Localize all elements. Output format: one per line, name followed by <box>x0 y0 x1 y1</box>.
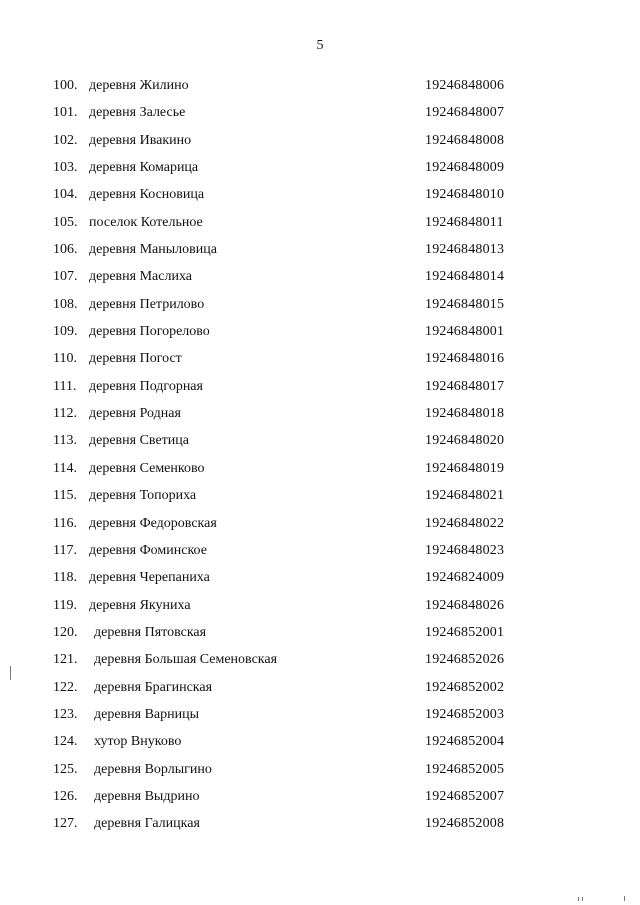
list-item <box>0 674 640 701</box>
settlement-name: деревня Маныловица <box>89 242 217 258</box>
list-item <box>0 537 640 564</box>
settlement-name: деревня Петрилово <box>89 296 205 312</box>
item-number: 108. <box>53 296 78 312</box>
item-number: 117. <box>53 542 77 558</box>
list-item <box>0 510 640 537</box>
oktmo-code: 19246852005 <box>425 761 505 777</box>
list-item <box>0 318 640 345</box>
oktmo-code: 19246852007 <box>425 788 505 804</box>
settlement-name: хутор Внуково <box>94 734 182 750</box>
oktmo-code: 19246848008 <box>425 132 505 148</box>
settlement-name: деревня Варницы <box>94 706 200 722</box>
scan-artifact <box>624 896 625 901</box>
item-number: 121. <box>53 652 78 668</box>
list-item <box>0 181 640 208</box>
oktmo-code: 19246852003 <box>425 706 505 722</box>
oktmo-code: 19246848019 <box>425 460 505 476</box>
settlement-name: деревня Большая Семеновская <box>94 652 278 668</box>
list-item <box>0 263 640 290</box>
scan-artifact <box>582 897 583 901</box>
item-number: 106. <box>53 242 78 258</box>
list-item <box>0 236 640 263</box>
settlement-name: деревня Фоминское <box>89 542 207 558</box>
settlement-name: деревня Комарица <box>89 160 199 176</box>
item-number: 110. <box>53 351 77 367</box>
settlement-name: деревня Черепаниха <box>89 570 210 586</box>
item-number: 124. <box>53 734 78 750</box>
oktmo-code: 19246848022 <box>425 515 505 531</box>
item-number: 100. <box>53 78 78 93</box>
list-item <box>0 810 640 837</box>
item-number: 120. <box>53 624 78 640</box>
oktmo-code: 19246848015 <box>425 296 505 312</box>
item-number: 119. <box>53 597 77 613</box>
item-number: 112. <box>53 406 77 422</box>
settlement-name: деревня Брагинская <box>94 679 213 695</box>
settlement-name: деревня Косновица <box>89 187 205 203</box>
settlement-name: деревня Погост <box>89 351 182 367</box>
list-item <box>0 756 640 783</box>
settlement-list <box>0 72 640 838</box>
oktmo-code: 19246848021 <box>425 488 505 504</box>
list-item <box>0 127 640 154</box>
list-item <box>0 99 640 126</box>
oktmo-code: 19246848016 <box>425 351 505 367</box>
list-item <box>0 427 640 454</box>
settlement-name: деревня Якуниха <box>89 597 191 613</box>
list-item <box>0 592 640 619</box>
item-number: 126. <box>53 788 78 804</box>
item-number: 104. <box>53 187 78 203</box>
item-number: 109. <box>53 324 78 340</box>
item-number: 115. <box>53 488 77 504</box>
oktmo-code: 19246848020 <box>425 433 505 449</box>
oktmo-code: 19246848007 <box>425 105 505 121</box>
list-item <box>0 72 640 99</box>
oktmo-code: 19246848023 <box>425 542 505 558</box>
list-item <box>0 400 640 427</box>
oktmo-code: 19246852002 <box>425 679 505 695</box>
item-number: 105. <box>53 214 78 230</box>
oktmo-code: 19246852004 <box>425 734 505 750</box>
settlement-name: деревня Ивакино <box>89 132 192 148</box>
oktmo-code: 19246848018 <box>425 406 505 422</box>
item-number: 111. <box>53 378 77 394</box>
item-number: 127. <box>53 816 78 832</box>
list-item <box>0 619 640 646</box>
settlement-name: деревня Светица <box>89 433 189 449</box>
item-number: 122. <box>53 679 78 695</box>
item-number: 107. <box>53 269 78 285</box>
oktmo-code: 19246848006 <box>425 78 505 93</box>
settlement-name: деревня Маслиха <box>89 269 192 285</box>
settlement-name: деревня Федоровская <box>89 515 217 531</box>
list-item <box>0 783 640 810</box>
scan-artifact <box>10 666 11 680</box>
item-number: 125. <box>53 761 78 777</box>
settlement-name: поселок Котельное <box>89 214 203 230</box>
item-number: 103. <box>53 160 78 176</box>
settlement-name: деревня Семенково <box>89 460 205 476</box>
item-number: 123. <box>53 706 78 722</box>
oktmo-code: 19246852026 <box>425 652 505 668</box>
list-item <box>0 646 640 673</box>
oktmo-code: 19246852008 <box>425 816 505 832</box>
oktmo-code: 19246848014 <box>425 269 505 285</box>
settlement-name: деревня Подгорная <box>89 378 203 394</box>
item-number: 113. <box>53 433 77 449</box>
list-item <box>0 154 640 181</box>
oktmo-code: 19246824009 <box>425 570 505 586</box>
item-number: 116. <box>53 515 77 531</box>
settlement-name: деревня Родная <box>89 406 181 422</box>
settlement-name: деревня Залесье <box>89 105 186 121</box>
list-item <box>0 482 640 509</box>
oktmo-code: 19246848013 <box>425 242 505 258</box>
oktmo-code: 19246848010 <box>425 187 505 203</box>
settlement-name: деревня Топориха <box>89 488 197 504</box>
list-item <box>0 455 640 482</box>
settlement-name: деревня Пятовская <box>94 624 207 640</box>
oktmo-code: 19246848026 <box>425 597 505 613</box>
list-item <box>0 564 640 591</box>
item-number: 102. <box>53 132 78 148</box>
item-number: 114. <box>53 460 77 476</box>
settlement-name: деревня Ворлыгино <box>94 761 212 777</box>
list-item <box>0 291 640 318</box>
oktmo-code: 19246848011 <box>425 214 504 230</box>
oktmo-code: 19246848017 <box>425 378 505 394</box>
item-number: 118. <box>53 570 77 586</box>
settlement-name: деревня Галицкая <box>94 816 200 832</box>
oktmo-code: 19246848001 <box>425 324 505 340</box>
list-item <box>0 701 640 728</box>
oktmo-code: 19246852001 <box>425 624 505 640</box>
page-number: 5 <box>316 38 324 53</box>
oktmo-code: 19246848009 <box>425 160 505 176</box>
list-item <box>0 728 640 755</box>
settlement-name: деревня Погорелово <box>89 324 210 340</box>
settlement-name: деревня Выдрино <box>94 788 200 804</box>
item-number: 101. <box>53 105 78 121</box>
list-item <box>0 373 640 400</box>
list-item <box>0 209 640 236</box>
settlement-name: деревня Жилино <box>89 78 189 93</box>
scan-artifact <box>578 897 579 901</box>
list-item <box>0 345 640 372</box>
